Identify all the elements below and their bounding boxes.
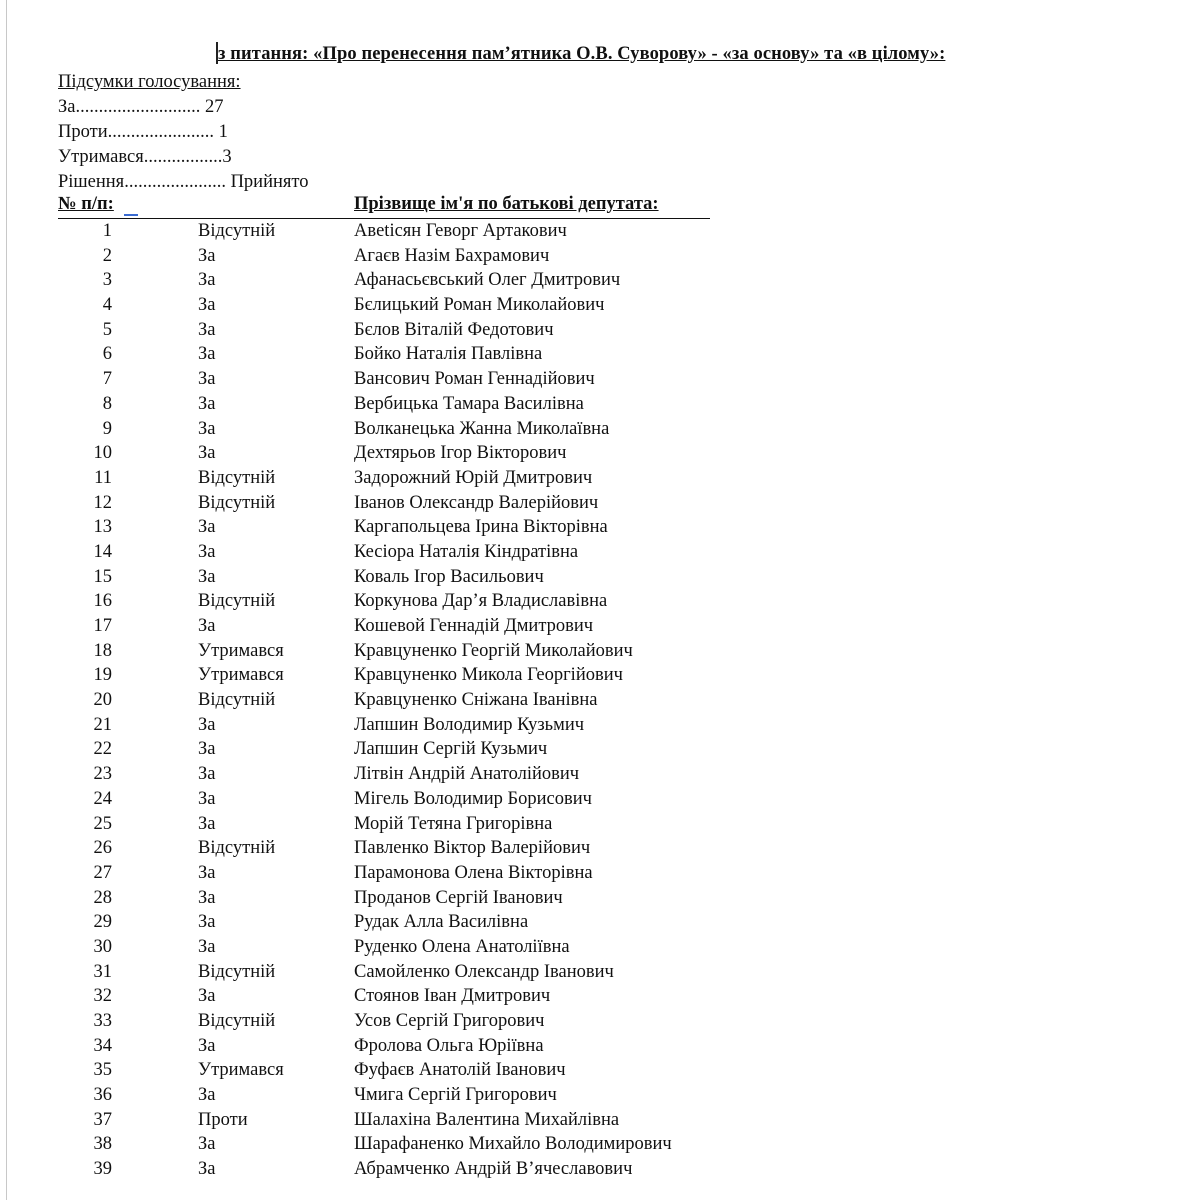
row-deputy-name: Шарафаненко Михайло Володимирович [354, 1134, 672, 1155]
row-vote: За [198, 1085, 216, 1106]
row-vote: За [198, 393, 216, 414]
row-number: 4 [102, 295, 112, 316]
row-number: 16 [93, 591, 112, 612]
row-deputy-name: Шалахіна Валентина Михайлівна [354, 1109, 620, 1130]
row-deputy-name: Афанасьєвський Олег Дмитрович [354, 270, 621, 291]
row-deputy-name: Іванов Олександр Валерійович [354, 492, 599, 513]
row-number: 38 [93, 1134, 112, 1155]
row-deputy-name: Усов Сергій Григорович [354, 1011, 545, 1031]
row-number: 18 [93, 640, 112, 661]
row-deputy-name: Літвін Андрій Анатолійович [354, 764, 580, 785]
row-number: 3 [102, 270, 112, 291]
row-number: 12 [93, 492, 112, 513]
row-vote: За [198, 813, 216, 834]
row-vote: За [198, 295, 216, 316]
row-number: 29 [93, 912, 112, 933]
row-number: 33 [93, 1011, 112, 1031]
row-number: 34 [93, 1035, 112, 1056]
row-deputy-name: Мігель Володимир Борисович [354, 788, 592, 809]
summary-decision: Рішення...................... Прийнято [58, 172, 309, 192]
row-vote: Утримався [198, 1060, 284, 1081]
summary-against: Проти....................... 1 [58, 122, 228, 142]
row-deputy-name: Фролова Ольга Юріївна [354, 1035, 544, 1056]
row-number: 27 [93, 862, 112, 883]
row-deputy-name: Бєлицький Роман Миколайович [354, 295, 605, 316]
row-number: 15 [93, 566, 112, 587]
summary-for: За........................... 27 [58, 97, 224, 117]
row-vote: За [198, 517, 216, 538]
row-number: 1 [102, 221, 112, 241]
row-deputy-name: Стоянов Іван Дмитрович [354, 986, 551, 1007]
row-deputy-name: Чмига Сергій Григорович [354, 1085, 557, 1106]
row-vote: За [198, 418, 216, 439]
summary-abstained: Утримався.................3 [58, 147, 232, 167]
row-vote: За [198, 541, 216, 562]
row-number: 36 [93, 1085, 112, 1106]
row-vote: За [198, 319, 216, 340]
row-vote: Відсутній [198, 492, 276, 513]
row-deputy-name: Парамонова Олена Вікторівна [354, 862, 593, 883]
row-deputy-name: Рудак Алла Василівна [354, 912, 529, 933]
row-vote: Відсутній [198, 591, 276, 612]
row-number: 23 [93, 764, 112, 785]
row-number: 7 [102, 369, 112, 390]
row-number: 26 [93, 838, 112, 859]
row-number: 20 [93, 690, 112, 711]
row-deputy-name: Лапшин Сергій Кузьмич [354, 739, 548, 760]
row-deputy-name: Дехтярьов Ігор Вікторович [354, 443, 567, 464]
row-number: 24 [93, 788, 112, 809]
row-deputy-name: Задорожний Юрій Дмитрович [354, 467, 593, 488]
row-vote: За [198, 764, 216, 785]
row-deputy-name: Кошевой Геннадій Дмитрович [354, 616, 594, 636]
row-vote: За [198, 270, 216, 291]
row-deputy-name: Руденко Олена Анатоліївна [354, 936, 570, 957]
row-number: 35 [93, 1060, 112, 1081]
row-deputy-name: Кравцуненко Микола Георгійович [354, 665, 623, 686]
row-deputy-name: Морій Тетяна Григорівна [354, 813, 553, 834]
row-vote: За [198, 739, 216, 760]
row-vote: Відсутній [198, 961, 276, 982]
row-vote: Відсутній [198, 838, 276, 859]
row-vote: За [198, 616, 216, 636]
row-vote: За [198, 566, 216, 587]
row-deputy-name: Лапшин Володимир Кузьмич [354, 714, 585, 735]
row-deputy-name: Вербицька Тамара Василівна [354, 393, 584, 414]
row-number: 39 [93, 1159, 112, 1180]
row-vote: За [198, 1035, 216, 1056]
row-deputy-name: Кравцуненко Георгій Миколайович [354, 640, 633, 661]
row-vote: Відсутній [198, 467, 276, 488]
row-vote: За [198, 1134, 216, 1155]
row-vote: За [198, 788, 216, 809]
row-deputy-name: Вансович Роман Геннадійович [354, 369, 595, 390]
row-deputy-name: Волканецька Жанна Миколаївна [354, 418, 610, 439]
page-left-edge [6, 0, 7, 1200]
voting-summary [58, 70, 308, 195]
row-deputy-name: Бєлов Віталій Федотович [354, 319, 554, 340]
row-deputy-name: Бойко Наталія Павлівна [354, 344, 543, 365]
row-number: 11 [94, 467, 112, 488]
row-deputy-name: Агаєв Назім Бахрамович [354, 245, 550, 266]
row-deputy-name: Коваль Ігор Васильович [354, 566, 544, 587]
row-number: 14 [93, 541, 112, 562]
row-vote: За [198, 936, 216, 957]
row-number: 5 [102, 319, 112, 340]
header-underline-accent [124, 214, 138, 216]
row-number: 19 [93, 665, 112, 686]
row-number: 21 [93, 714, 112, 735]
row-vote: За [198, 344, 216, 365]
row-number: 32 [93, 986, 112, 1007]
row-deputy-name: Проданов Сергій Іванович [354, 887, 563, 908]
row-number: 25 [93, 813, 112, 834]
row-vote: За [198, 986, 216, 1007]
row-vote: За [198, 714, 216, 735]
row-vote: За [198, 443, 216, 464]
row-number: 22 [93, 739, 112, 760]
row-number: 10 [93, 443, 112, 464]
row-deputy-name: Авetісян Геворг Артакович [354, 221, 567, 241]
header-number: № п/п: [58, 194, 114, 214]
row-deputy-name: Кесіора Наталія Кіндратівна [354, 541, 579, 562]
summary-heading: Підсумки голосування: [58, 72, 241, 92]
row-number: 9 [102, 418, 112, 439]
row-vote: Відсутній [198, 221, 276, 241]
table-header [58, 194, 710, 219]
row-vote: За [198, 862, 216, 883]
row-number: 8 [102, 393, 112, 414]
row-vote: Проти [198, 1109, 248, 1130]
row-number: 17 [93, 616, 112, 636]
row-number: 2 [102, 245, 112, 266]
row-number: 6 [102, 344, 112, 365]
row-vote: За [198, 245, 216, 266]
row-number: 13 [93, 517, 112, 538]
row-vote: За [198, 1159, 216, 1180]
row-vote: Утримався [198, 665, 284, 686]
row-deputy-name: Самойленко Олександр Іванович [354, 961, 614, 982]
row-vote: За [198, 887, 216, 908]
row-deputy-name: Абрамченко Андрій В’ячеславович [354, 1159, 633, 1180]
row-deputy-name: Коркунова Дар’я Владиславівна [354, 591, 608, 612]
row-vote: Відсутній [198, 1011, 276, 1031]
header-deputy-name: Прізвище ім'я по батькові депутата: [354, 194, 659, 214]
row-vote: Утримався [198, 640, 284, 661]
row-number: 31 [93, 961, 112, 982]
document-title: з питання: «Про перенесення пам’ятника О.В. Суворову» - «за основу» та «в цілому»: [218, 44, 946, 64]
row-deputy-name: Кравцуненко Сніжана Іванівна [354, 690, 598, 711]
row-number: 30 [93, 936, 112, 957]
row-vote: За [198, 912, 216, 933]
row-vote: Відсутній [198, 690, 276, 711]
row-vote: За [198, 369, 216, 390]
row-deputy-name: Фуфаєв Анатолій Іванович [354, 1060, 566, 1081]
row-deputy-name: Каргапольцева Ірина Вікторівна [354, 517, 608, 538]
row-deputy-name: Павленко Віктор Валерійович [354, 838, 591, 859]
row-number: 28 [93, 887, 112, 908]
row-number: 37 [93, 1109, 112, 1130]
